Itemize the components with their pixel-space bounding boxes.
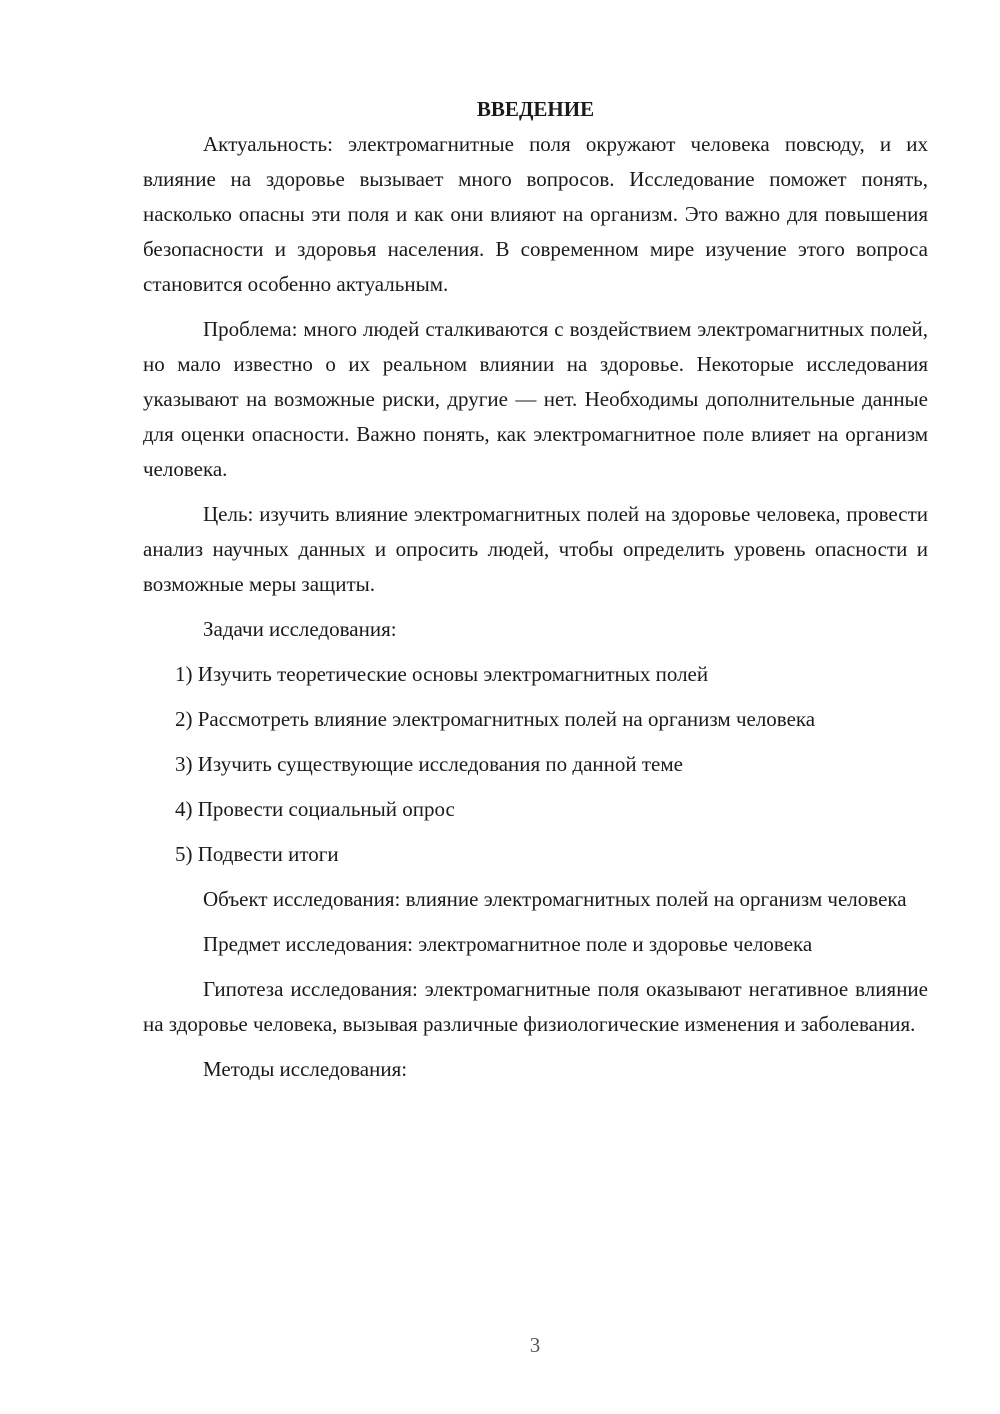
paragraph-methods: Методы исследования: (203, 1057, 408, 1081)
task-item-2: 2) Рассмотреть влияние электромагнитных полей на организм человека (175, 707, 816, 731)
page-number: 3 (529, 1333, 541, 1357)
task-item-4: 4) Провести социальный опрос (175, 797, 455, 821)
paragraph-relevance: Актуальность: электромагнитные поля окружают человека повсюду, и их влияние на здоровье вызывает много вопросов. Исследование поможет понять, насколько опасны эти поля и как они влияют на организм. Это важно для повышения безопасности и здоровья населения. В современном мире изучение этого вопроса становится особенно актуальным. (143, 132, 928, 296)
paragraph-object: Объект исследования: влияние электромагнитных полей на организм человека (203, 887, 907, 911)
task-item-5: 5) Подвести итоги (175, 842, 339, 866)
paragraph-hypothesis: Гипотеза исследования: электромагнитные поля оказывают негативное влияние на здоровье человека, вызывая различные физиологические изменения и заболевания. (143, 977, 928, 1036)
paragraph-subject: Предмет исследования: электромагнитное поле и здоровье человека (203, 932, 813, 956)
page-content (143, 92, 928, 1097)
paragraph-tasks-heading: Задачи исследования: (203, 617, 397, 641)
page-title: ВВЕДЕНИЕ (476, 97, 595, 121)
task-item-3: 3) Изучить существующие исследования по данной теме (175, 752, 683, 776)
task-item-1: 1) Изучить теоретические основы электромагнитных полей (175, 662, 709, 686)
paragraph-problem: Проблема: много людей сталкиваются с воздействием электромагнитных полей, но мало известно о их реальном влиянии на здоровье. Некоторые исследования указывают на возможные риски, другие — нет. Необходимы дополнительные данные для оценки опасности. Важно понять, как электромагнитное поле влияет на организм человека. (143, 317, 928, 481)
paragraph-goal: Цель: изучить влияние электромагнитных полей на здоровье человека, провести анализ научных данных и опросить людей, чтобы определить уровень опасности и возможные меры защиты. (143, 502, 928, 596)
